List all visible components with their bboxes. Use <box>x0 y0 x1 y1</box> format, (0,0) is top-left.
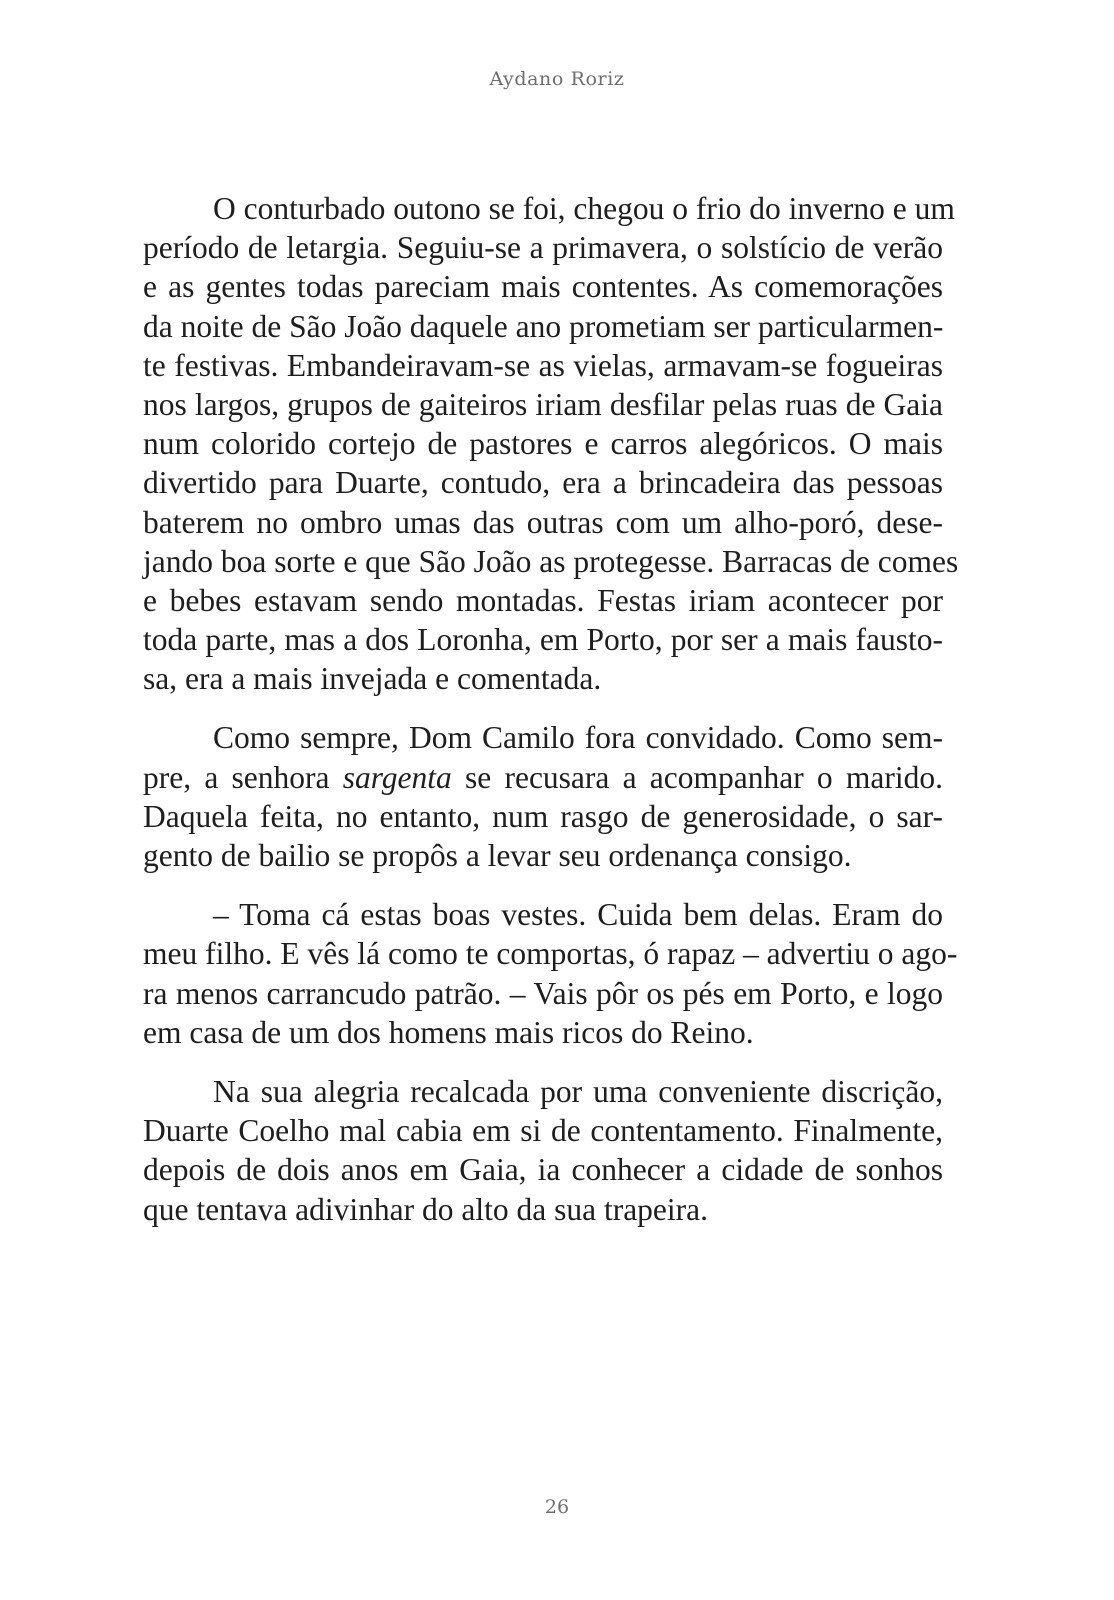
text-line: da noite de São João daquele ano prometiam ser particularmen- <box>143 308 944 344</box>
text-line: O conturbado outono se foi, chegou o frio do inverno e um <box>213 191 955 226</box>
text-line: e as gentes todas pareciam mais contentes. As comemorações <box>143 269 943 305</box>
running-head-author: Aydano Roriz <box>489 68 625 90</box>
text-line: num colorido cortejo de pastores e carros alegóricos. O mais <box>143 426 943 462</box>
text-line: e bebes estavam sendo montadas. Festas iriam acontecer por <box>143 582 943 618</box>
text-line: período de letargia. Seguiu-se a primavera, o solstício de verão <box>143 230 943 266</box>
page-number: 26 <box>544 1496 570 1518</box>
text-line: Daquela feita, no entanto, num rasgo de generosidade, o sar- <box>143 798 943 834</box>
paragraph <box>143 1072 943 1229</box>
text-line: Como sempre, Dom Camilo fora convidado. Como sem- <box>213 720 943 756</box>
text-line: depois de dois anos em Gaia, ia conhecer a cidade de sonhos <box>143 1152 943 1188</box>
paragraph <box>143 189 959 698</box>
text-line: Duarte Coelho mal cabia em si de contentamento. Finalmente, <box>143 1113 943 1149</box>
text-line: meu filho. E vês lá como te comportas, ó rapaz – advertiu o ago- <box>143 936 958 972</box>
text-line: sa, era a mais invejada e comentada. <box>143 661 602 697</box>
paragraph <box>143 718 943 875</box>
paragraph <box>143 895 958 1052</box>
text-line: divertido para Duarte, contudo, era a brincadeira das pessoas <box>143 465 943 501</box>
text-line: te festivas. Embandeiravam-se as vielas, armavam-se fogueiras <box>143 347 943 383</box>
text-line: ra menos carrancudo patrão. – Vais pôr os pés em Porto, e logo <box>143 975 943 1011</box>
text-line: baterem no ombro umas das outras com um alho-poró, dese- <box>143 504 943 540</box>
text-line: toda parte, mas a dos Loronha, em Porto, por ser a mais fausto- <box>143 622 943 658</box>
body-text <box>143 189 959 1249</box>
text-line: – Toma cá estas boas vestes. Cuida bem delas. Eram do <box>213 897 943 933</box>
text-line: Na sua alegria recalcada por uma conveniente discrição, <box>213 1073 943 1109</box>
italic-word: sargenta <box>342 759 452 795</box>
text-line: em casa de um dos homens mais ricos do Reino. <box>143 1014 754 1050</box>
text-run: pre, a senhora <box>143 759 343 795</box>
text-line: que tentava adivinhar do alto da sua trapeira. <box>143 1191 709 1227</box>
text-line: nos largos, grupos de gaiteiros iriam desfilar pelas ruas de Gaia <box>143 386 943 422</box>
text-line: gento de bailio se propôs a levar seu ordenança consigo. <box>143 838 852 873</box>
text-run: se recusara a acompanhar o marido. <box>451 759 943 795</box>
text-line: jando boa sorte e que São João as protegesse. Barracas de comes <box>143 543 959 579</box>
text-line <box>143 758 943 797</box>
